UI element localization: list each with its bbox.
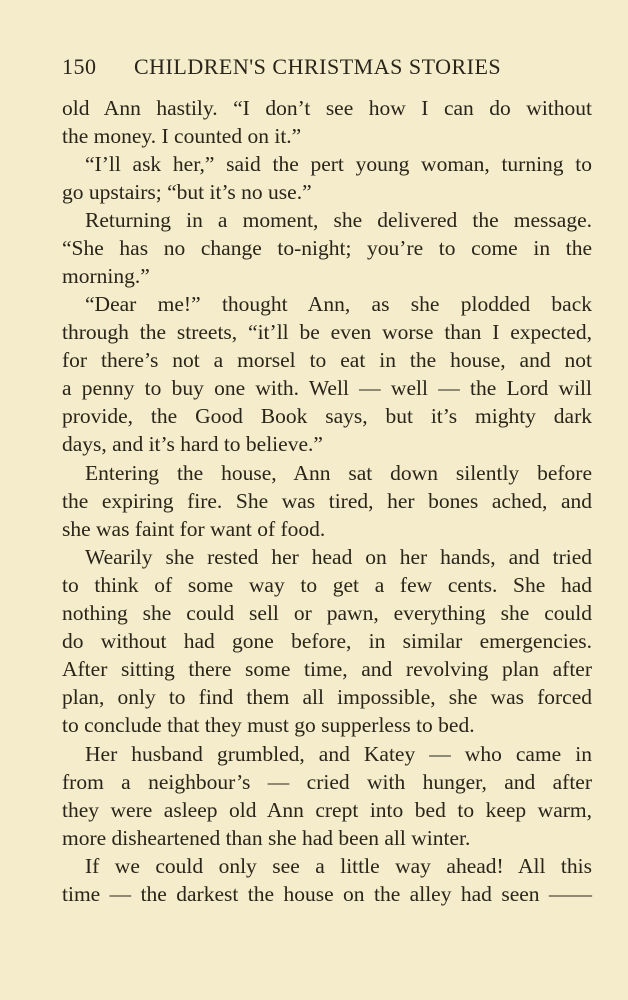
text-line: After sitting there some time, and revolving plan after: [62, 657, 592, 681]
text-line: the expiring fire. She was tired, her bones ached, and: [62, 489, 592, 513]
text-line: to conclude that they must go supperless to bed.: [62, 713, 475, 737]
text-line: “She has no change to-night; you’re to come in the: [62, 236, 592, 260]
text-line: through the streets, “it’ll be even worse than I expected,: [62, 320, 592, 344]
text-line: a penny to buy one with. Well — well — the Lord will: [62, 376, 592, 400]
text-line: old Ann hastily. “I don’t see how I can do without: [62, 96, 592, 120]
text-line: for there’s not a morsel to eat in the house, and not: [62, 348, 592, 372]
text-line: more disheartened than she had been all winter.: [62, 826, 471, 850]
text-line: Returning in a moment, she delivered the message.: [85, 208, 592, 232]
text-line: do without had gone before, in similar emergencies.: [62, 629, 592, 653]
running-header: [62, 54, 532, 80]
text-line: time — the darkest the house on the alley had seen ——: [62, 882, 592, 906]
text-line: Her husband grumbled, and Katey — who came in: [85, 742, 592, 766]
text-line: from a neighbour’s — cried with hunger, and after: [62, 770, 592, 794]
page-number: 150: [62, 54, 97, 79]
text-line: Entering the house, Ann sat down silently before: [85, 461, 592, 485]
text-line: plan, only to find them all impossible, she was forced: [62, 685, 592, 709]
text-line: go upstairs; “but it’s no use.”: [62, 180, 312, 204]
text-line: nothing she could sell or pawn, everything she could: [62, 601, 592, 625]
text-line: Wearily she rested her head on her hands, and tried: [85, 545, 592, 569]
running-title: CHILDREN'S CHRISTMAS STORIES: [134, 54, 502, 79]
text-line: “Dear me!” thought Ann, as she plodded back: [85, 292, 592, 316]
text-line: days, and it’s hard to believe.”: [62, 432, 323, 456]
text-line: to think of some way to get a few cents. She had: [62, 573, 592, 597]
text-line: If we could only see a little way ahead! All this: [85, 854, 592, 878]
text-line: she was faint for want of food.: [62, 517, 326, 541]
text-line: “I’ll ask her,” said the pert young woman, turning to: [85, 152, 592, 176]
text-line: morning.”: [62, 264, 150, 288]
text-line: provide, the Good Book says, but it’s mighty dark: [62, 404, 592, 428]
text-line: the money. I counted on it.”: [62, 124, 302, 148]
text-line: they were asleep old Ann crept into bed to keep warm,: [62, 798, 592, 822]
